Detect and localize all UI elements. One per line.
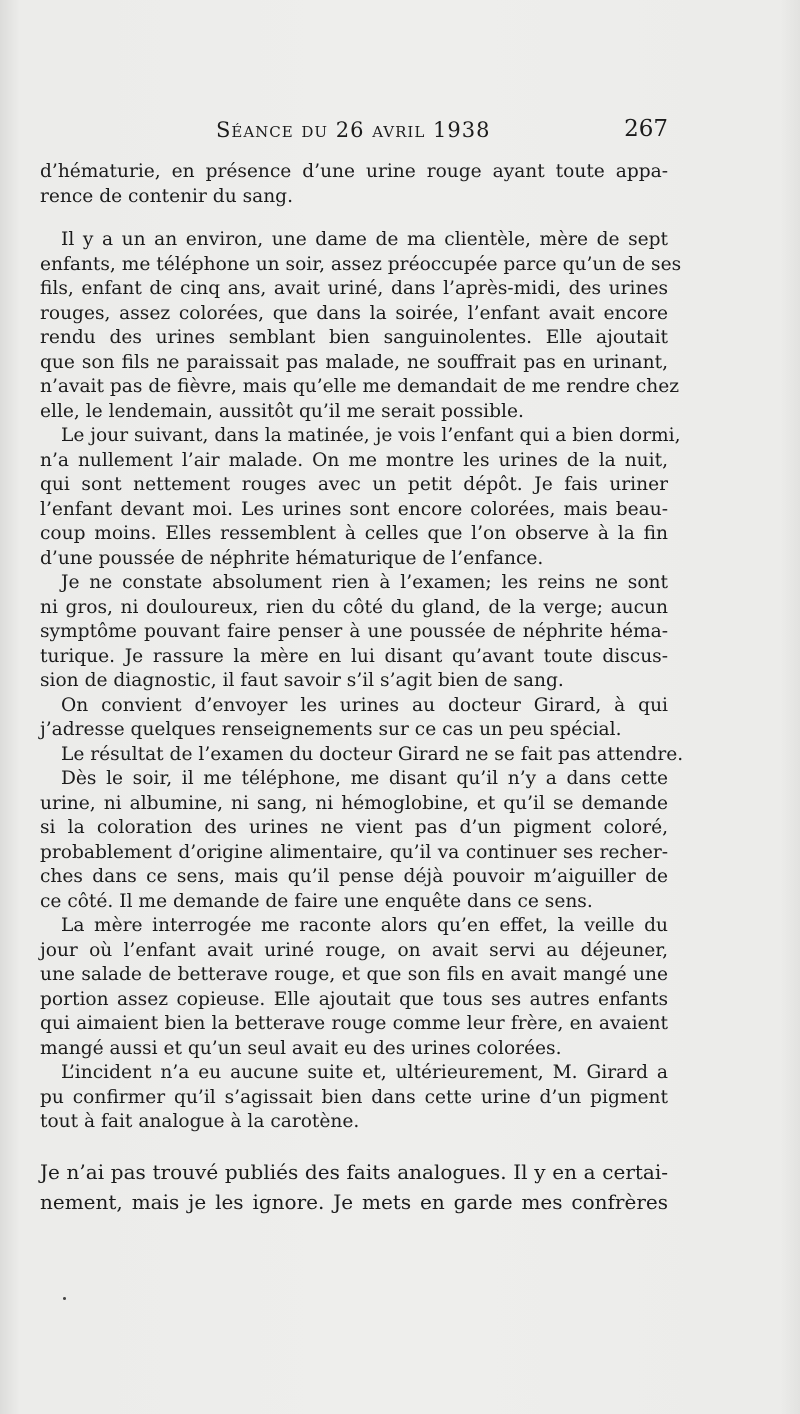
text-line: enfants, me téléphone un soir, assez préoccupée parce qu’un de ses (40, 253, 682, 275)
text-line: mangé aussi et qu’un seul avait eu des urines colorées. (40, 1037, 562, 1059)
text-line: n’a nullement l’air malade. On me montre les urines de la nuit, (40, 449, 668, 471)
text-line: Je ne constate absolument rien à l’examen; les reins ne sont (61, 572, 668, 593)
text-line: La mère interrogée me raconte alors qu’en effet, la veille du (61, 915, 668, 936)
text-line: Il y a un an environ, une dame de ma clientèle, mère de sept (61, 229, 668, 250)
paragraph (40, 1061, 668, 1135)
page-number: 267 (624, 116, 668, 142)
paragraph (40, 160, 668, 209)
header-date-day: 26 (335, 118, 365, 142)
running-header (40, 116, 668, 150)
text-line: ni gros, ni douloureux, rien du côté du gland, de la verge; aucun (40, 596, 668, 618)
text-line: si la coloration des urines ne vient pas d’un pigment coloré, (40, 817, 668, 838)
text-line: d’une poussée de néphrite hématurique de l’enfance. (40, 547, 544, 569)
closing-paragraph (40, 1157, 668, 1217)
text-line: sion de diagnostic, il faut savoir s’il s’agit bien de sang. (40, 670, 564, 691)
text-line: d’hématurie, en présence d’une urine rouge ayant toute appa- (40, 161, 668, 182)
paragraph (40, 914, 668, 1061)
paragraph (40, 743, 684, 768)
body-text (40, 160, 684, 1217)
text-line: une salade de betterave rouge, et que son fils en avait mangé une (40, 964, 668, 985)
text-line: pu confirmer qu’il s’agissait bien dans cette urine d’un pigment (40, 1086, 668, 1108)
paragraph (40, 694, 668, 743)
paragraph (40, 228, 682, 424)
text-line: L’incident n’a eu aucune suite et, ultérieurement, M. Girard a (61, 1062, 668, 1083)
text-line: nement, mais je les ignore. Je mets en garde mes confrères (40, 1189, 668, 1214)
paragraph (40, 571, 668, 694)
text-line: l’enfant devant moi. Les urines sont encore colorées, mais beau- (40, 498, 668, 520)
text-line: On convient d’envoyer les urines au docteur Girard, à qui (61, 694, 668, 716)
section-gap (40, 1135, 668, 1157)
text-line: qui sont nettement rouges avec un petit dépôt. Je fais uriner (40, 474, 668, 495)
text-line: rence de contenir du sang. (40, 185, 293, 207)
text-line: Dès le soir, il me téléphone, me disant qu’il n’y a dans cette (61, 768, 668, 789)
text-line: ches dans ce sens, mais qu’il pense déjà pouvoir m’aiguiller de (40, 866, 668, 887)
text-line: qui aimaient bien la betterave rouge comme leur frère, en avaient (40, 1013, 668, 1034)
text-line: jour où l’enfant avait uriné rouge, on avait servi au déjeuner, (40, 939, 668, 961)
text-line: coup moins. Elles ressemblent à celles que l’on observe à la fin (40, 523, 668, 544)
header-date-month: avril (372, 118, 426, 142)
text-line: tout à fait analogue à la carotène. (40, 1111, 360, 1132)
text-line: n’avait pas de fièvre, mais qu’elle me demandait de me rendre chez (40, 376, 680, 397)
header-title-prefix: Séance du (216, 118, 329, 142)
text-line: symptôme pouvant faire penser à une poussée de néphrite héma- (40, 621, 668, 642)
text-line: turique. Je rassure la mère en lui disant qu’avant toute discus- (40, 645, 668, 667)
text-line: portion assez copieuse. Elle ajoutait que tous ses autres enfants (40, 988, 668, 1010)
text-line: rendu des urines semblant bien sanguinolentes. Elle ajoutait (40, 327, 668, 348)
text-line: j’adresse quelques renseignements sur ce cas un peu spécial. (40, 719, 622, 740)
ink-speck (63, 1297, 66, 1300)
text-line: probablement d’origine alimentaire, qu’il va continuer ses recher- (40, 841, 668, 863)
text-line: Le jour suivant, dans la matinée, je vois l’enfant qui a bien dormi, (61, 425, 681, 446)
text-line: Le résultat de l’examen du docteur Girard ne se fait pas attendre. (61, 743, 684, 765)
text-line: Je n’ai pas trouvé publiés des faits analogues. Il y en a certai- (40, 1159, 668, 1184)
text-line: urine, ni albumine, ni sang, ni hémoglobine, et qu’il se demande (40, 792, 668, 814)
paragraph-gap (40, 209, 668, 228)
text-line: que son fils ne paraissait pas malade, ne souffrait pas en urinant, (40, 351, 668, 373)
header-date-year: 1938 (432, 118, 491, 142)
header-title (216, 118, 490, 142)
text-line: ce côté. Il me demande de faire une enquête dans ce sens. (40, 890, 593, 912)
text-line: elle, le lendemain, aussitôt qu’il me serait possible. (40, 400, 524, 422)
text-line: rouges, assez colorées, que dans la soirée, l’enfant avait encore (40, 302, 668, 324)
text-line: fils, enfant de cinq ans, avait uriné, dans l’après-midi, des urines (40, 278, 668, 299)
paragraph (40, 767, 668, 914)
paragraph (40, 424, 681, 571)
